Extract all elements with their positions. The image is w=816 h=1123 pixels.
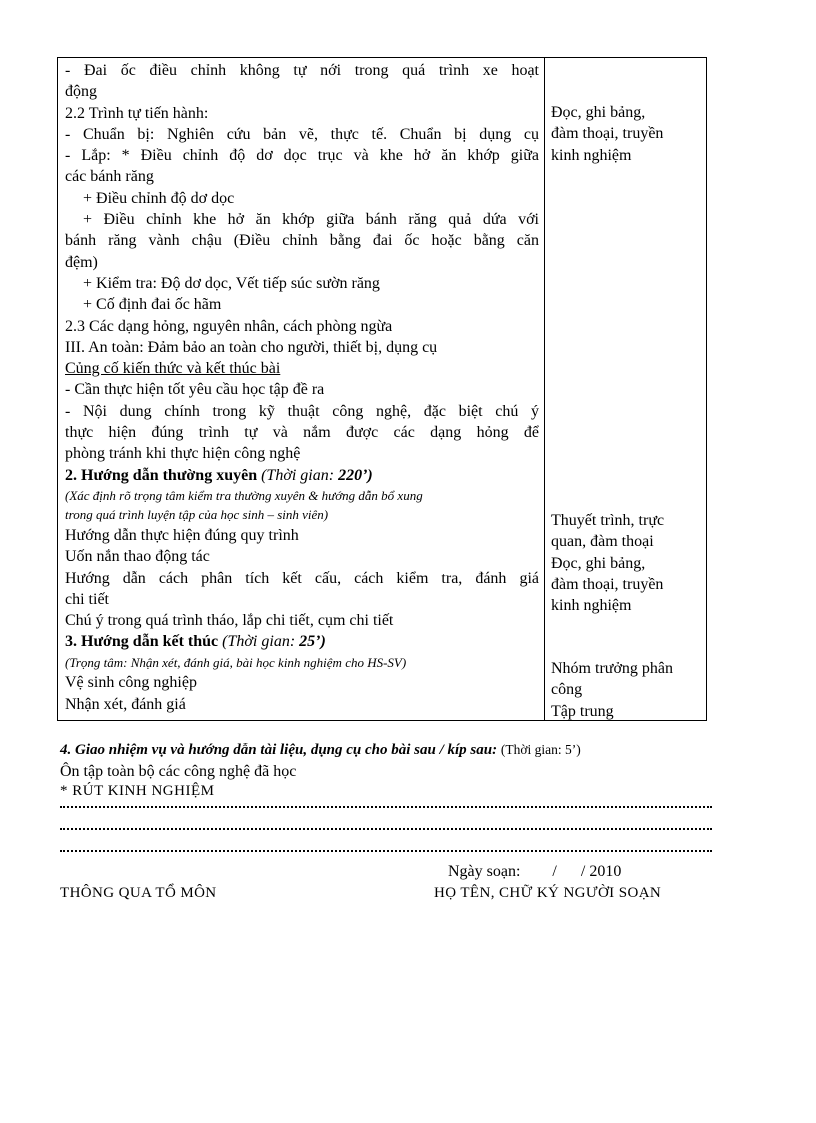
approval-label: THÔNG QUA TỔ MÔN [60,885,217,901]
content-line: + Cố định đai ốc hãm [83,296,222,314]
content-line: - Nội dung chính trong kỹ thuật công nghệ, đặc biệt chú ý [65,402,539,420]
content-line: phòng tránh khi thực hiện công nghệ [65,445,301,463]
content-line: Chú ý trong quá trình tháo, lắp chi tiết, cụm chi tiết [65,612,394,630]
content-column [65,60,539,715]
method-line: công [551,681,583,699]
date-line: Ngày soạn: / / 2010 [448,863,622,880]
section3-heading-line [65,631,539,652]
content-line: đệm) [65,253,98,271]
method-line: Tập trung [551,702,614,720]
experience-heading: * RÚT KINH NGHIỆM [60,783,215,799]
content-line: III. An toàn: Đảm bảo an toàn cho người, thiết bị, dụng cụ [65,338,438,356]
method-line: quan, đàm thoại [551,533,654,551]
section3-note: (Trọng tâm: Nhận xét, đánh giá, bài học kinh nghiệm cho HS-SV) [65,654,407,670]
content-line: - Chuẩn bị: Nghiên cứu bản vẽ, thực tế. Chuẩn bị dụng cụ [65,125,539,143]
dotted-line [60,806,712,808]
section3-heading: 3. Hướng dẫn kết thúc [65,633,219,651]
section4-line [60,740,716,760]
content-line: 2.2 Trình tự tiến hành: [65,104,209,122]
method-line: Đọc, ghi bảng, [551,104,646,121]
method-line: kinh nghiệm [551,597,632,615]
method-line: Đọc, ghi bảng, [551,554,646,572]
content-line: Hướng dẫn cách phân tích kết cấu, cách kiểm tra, đánh giá [65,569,539,587]
content-line: Vệ sinh công nghiệp [65,674,197,692]
section-subheading: Củng cố kiến thức và kết thúc bài [65,360,281,378]
content-line: Hướng dẫn thực hiện đúng quy trình [65,526,299,544]
section3-time-label: (Thời gian: [222,633,300,651]
section4-time: (Thời gian: 5’) [500,742,581,757]
section2-note: (Xác định rõ trọng tâm kiểm tra thường xuyên & hướng dẫn bổ xung [65,487,423,503]
method-block [551,510,703,616]
method-line: Thuyết trình, trực [551,512,665,529]
section2-time-value: 220’) [338,466,373,484]
content-line: Uốn nắn thao động tác [65,548,210,566]
section4-heading: 4. Giao nhiệm vụ và hướng dẫn tài liệu, dụng cụ cho bài sau / kíp sau: [60,742,498,758]
content-line: + Điều chỉnh độ dơ dọc [83,189,235,207]
content-line: chi tiết [65,590,109,608]
content-line: - Lắp: * Điều chỉnh độ dơ dọc trục và khe hở ăn khớp giữa [65,147,539,165]
method-line: đàm thoại, truyền [551,125,664,143]
content-line: + Điều chỉnh khe hở ăn khớp giữa bánh răng quả dứa với [83,211,539,229]
content-line: động [65,83,97,101]
column-divider [544,58,545,720]
method-line: kinh nghiệm [551,146,632,164]
method-line: đàm thoại, truyền [551,575,664,593]
section2-heading: 2. Hướng dẫn thường xuyên [65,466,258,484]
method-line: Nhóm trưởng phân [551,660,674,677]
content-line: thực hiện đúng trình tự và nắm được các dạng hỏng để [65,424,539,442]
method-block [551,102,703,166]
content-line: Nhận xét, đánh giá [65,695,186,713]
content-line: - Đai ốc điều chỉnh không tự nới trong quá trình xe hoạt [65,62,539,79]
lesson-table [57,57,707,721]
section2-heading-line [65,465,539,486]
content-line: 2.3 Các dạng hỏng, nguyên nhân, cách phòng ngừa [65,317,393,335]
content-line: các bánh răng [65,168,154,186]
method-block [551,658,703,722]
content-line: bánh răng vành chậu (Điều chỉnh bằng đai ốc hoặc bằng căn [65,232,539,250]
content-line: + Kiểm tra: Độ dơ dọc, Vết tiếp súc sườn răng [83,274,380,292]
review-text: Ôn tập toàn bộ các công nghệ đã học [60,763,297,780]
section2-time-label: (Thời gian: [261,466,339,484]
dotted-line [60,828,712,830]
dotted-line [60,850,712,852]
section3-time-value: 25’) [299,633,326,651]
author-signature-label: HỌ TÊN, CHỮ KÝ NGƯỜI SOẠN [434,885,662,901]
content-line: - Cần thực hiện tốt yêu cầu học tập đề ra [65,381,325,399]
section2-note: trong quá trình luyện tập của học sinh – sinh viên) [65,507,329,523]
